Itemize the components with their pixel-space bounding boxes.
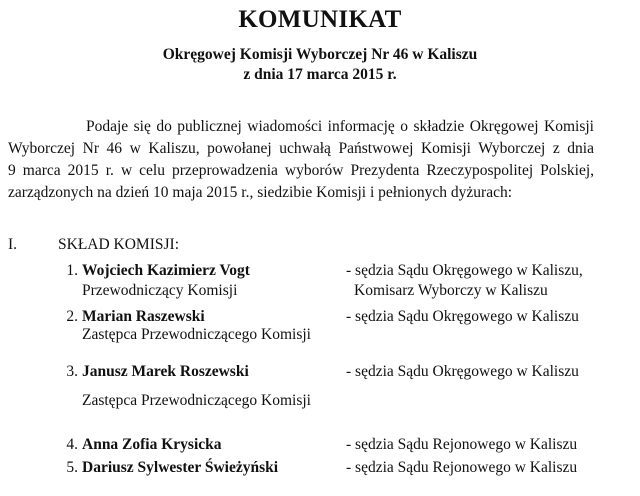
member-court: - sędzia Sądu Okręgowego w Kaliszu, (346, 262, 583, 279)
member-number: 1. (66, 262, 78, 279)
document-date: z dnia 17 marca 2015 r. (243, 66, 397, 83)
intro-line-4: zarządzonych na dzień 10 maja 2015 r., siedzibie Komisji i pełnionych dyżurach: (8, 184, 513, 201)
member-name: Wojciech Kazimierz Vogt (82, 262, 250, 279)
committee-name: Okręgowej Komisji Wyborczej Nr 46 w Kaliszu (162, 46, 478, 63)
member-number: 4. (66, 436, 78, 453)
member-number: 2. (66, 308, 78, 325)
member-number: 3. (66, 363, 78, 380)
member-court: - sędzia Sądu Okręgowego w Kaliszu (346, 363, 579, 380)
member-name: Marian Raszewski (82, 308, 205, 325)
member-name: Janusz Marek Roszewski (82, 363, 249, 380)
intro-line-1: Podaje się do publicznej wiadomości informację o składzie Okręgowej Komisji (86, 118, 594, 135)
member-court-line2: Komisarz Wyborczy w Kaliszu (354, 282, 548, 299)
section-title: SKŁAD KOMISJI: (58, 236, 179, 253)
member-court: - sędzia Sądu Okręgowego w Kaliszu (346, 308, 579, 325)
member-court: - sędzia Sądu Rejonowego w Kaliszu (346, 436, 578, 453)
section-number: I. (8, 236, 18, 253)
intro-line-3: 9 marca 2015 r. w celu przeprowadzenia wyborów Prezydenta Rzeczypospolitej Polskiej, (8, 162, 594, 179)
intro-line-2: Wyborczej Nr 46 w Kaliszu, powołanej uchwałą Państwowej Komisji Wyborczej z dnia (8, 140, 594, 157)
member-role: Zastępca Przewodniczącego Komisji (82, 392, 311, 409)
member-name: Dariusz Sylwester Świeżyński (82, 459, 279, 476)
document-title: KOMUNIKAT (238, 6, 402, 33)
member-name: Anna Zofia Krysicka (82, 436, 222, 453)
member-role: Przewodniczący Komisji (82, 282, 238, 299)
member-number: 5. (66, 459, 78, 476)
member-role: Zastępca Przewodniczącego Komisji (82, 326, 311, 343)
member-court: - sędzia Sądu Rejonowego w Kaliszu (346, 459, 578, 476)
